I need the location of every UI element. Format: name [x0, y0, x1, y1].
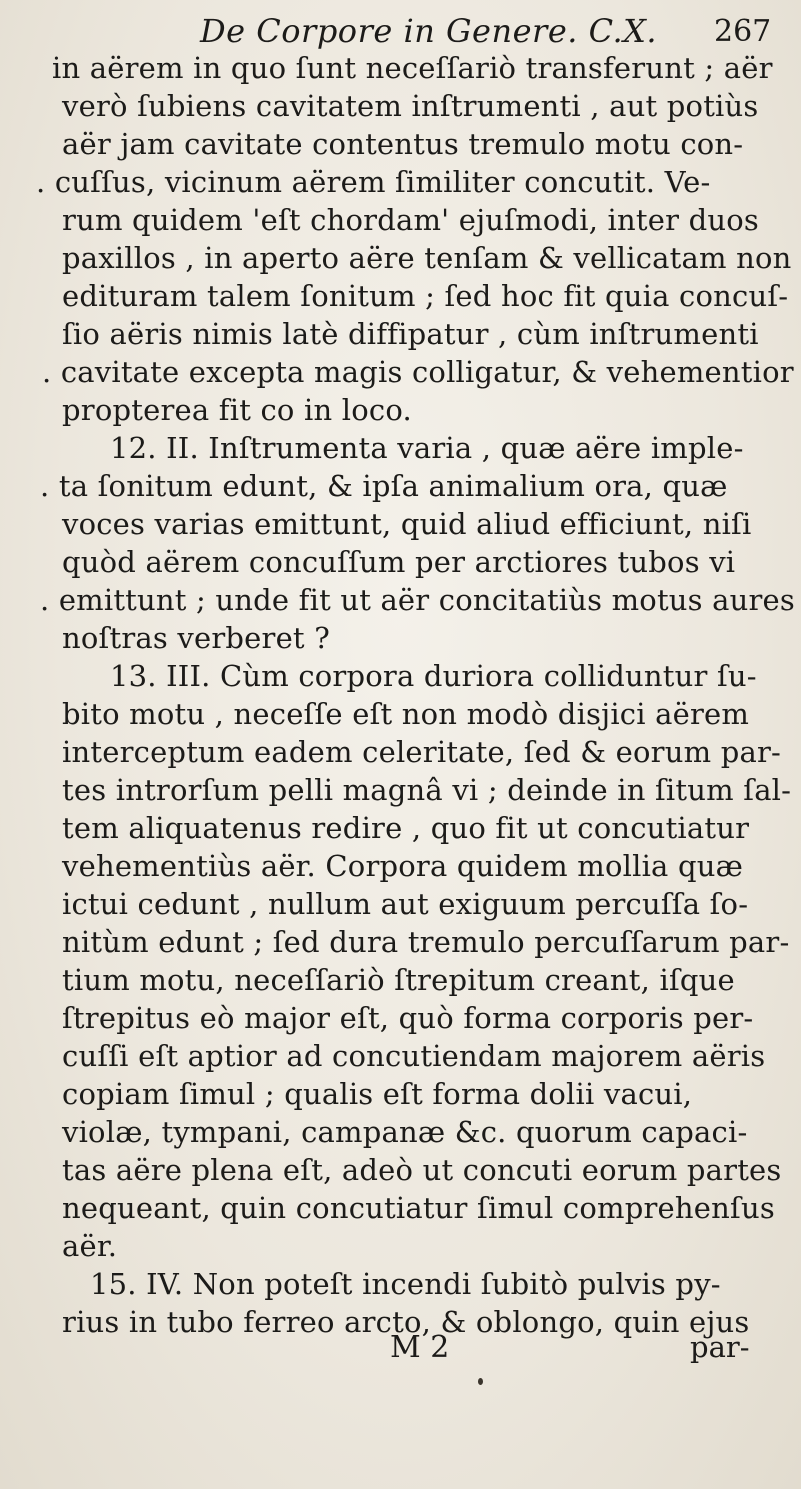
running-title: De Corpore in Genere. C.X. [200, 12, 658, 50]
text-line: . emittunt ; unde fit ut aër concitatiùs motus aures [40, 583, 795, 617]
text-line: rius in tubo ferreo arcto, & oblongo, quin ejus [62, 1305, 750, 1339]
text-line: ictui cedunt , nullum aut exiguum percuſſa ſo- [62, 887, 749, 921]
text-line: tem aliquatenus redire , quo fit ut concutiatur [62, 811, 750, 845]
text-line: tes introrſum pelli magnâ vi ; deinde in ſitum ſal- [62, 773, 792, 807]
text-line: . ta ſonitum edunt, & ipſa animalium ora, quæ [40, 469, 728, 503]
text-line: voces varias emittunt, quid aliud efficiunt, niſi [62, 507, 752, 541]
text-line: ſio aëris nimis latè diffipatur , cùm inſtrumenti [62, 317, 759, 351]
text-line: tium motu, neceſſariò ſtrepitum creant, iſque [62, 963, 735, 997]
text-line: quòd aërem concuſſum per arctiores tubos vi [62, 545, 736, 579]
ink-speck [478, 1378, 483, 1385]
text-line: aër jam cavitate contentus tremulo motu con- [62, 127, 744, 161]
text-line: ſtrepitus eò major eſt, quò forma corporis per- [62, 1001, 754, 1035]
text-line: violæ, tympani, campanæ &c. quorum capaci- [62, 1115, 748, 1149]
text-line: 12. II. Inſtrumenta varia , quæ aëre imple- [110, 431, 744, 465]
text-line: vehementiùs aër. Corpora quidem mollia quæ [62, 849, 744, 883]
text-line: . cuſſus, vicinum aërem ſimiliter concutit. Ve- [36, 165, 711, 199]
text-line: in aërem in quo ſunt neceſſariò transferunt ; aër [52, 51, 773, 85]
text-line: edituram talem ſonitum ; ſed hoc fit quia concuſ- [62, 279, 789, 313]
text-line: copiam ſimul ; qualis eſt forma dolii vacui, [62, 1077, 693, 1111]
text-line: 15. IV. Non poteſt incendi ſubitò pulvis py- [90, 1267, 721, 1301]
page-footer [0, 1330, 801, 1374]
text-line: paxillos , in aperto aëre tenſam & vellicatam non [62, 241, 792, 275]
text-line: nequeant, quin concutiatur ſimul comprehenſus [62, 1191, 775, 1225]
text-line: bito motu , neceſſe eſt non modò disjici aërem [62, 697, 750, 731]
text-line: rum quidem 'eſt chordam' ejuſmodi, inter duos [62, 203, 759, 237]
text-line: tas aëre plena eſt, adeò ut concuti eorum partes [62, 1153, 782, 1187]
catchword: par- [690, 1330, 750, 1364]
text-line: aër. [62, 1229, 118, 1263]
text-line: propterea fit co in loco. [62, 393, 412, 427]
page-number: 267 [714, 14, 772, 49]
text-line: interceptum eadem celeritate, ſed & eorum par- [62, 735, 782, 769]
text-line: cuſſi eſt aptior ad concutiendam majorem aëris [62, 1039, 766, 1073]
text-line: verò ſubiens cavitatem inſtrumenti , aut potiùs [62, 89, 759, 123]
text-line: . cavitate excepta magis colligatur, & vehementior [42, 355, 794, 389]
text-line: noſtras verberet ? [62, 621, 330, 655]
text-line: 13. III. Cùm corpora duriora colliduntur ſu- [110, 659, 757, 693]
text-line: nitùm edunt ; ſed dura tremulo percuſſarum par- [62, 925, 790, 959]
signature-mark: M 2 [390, 1330, 450, 1365]
